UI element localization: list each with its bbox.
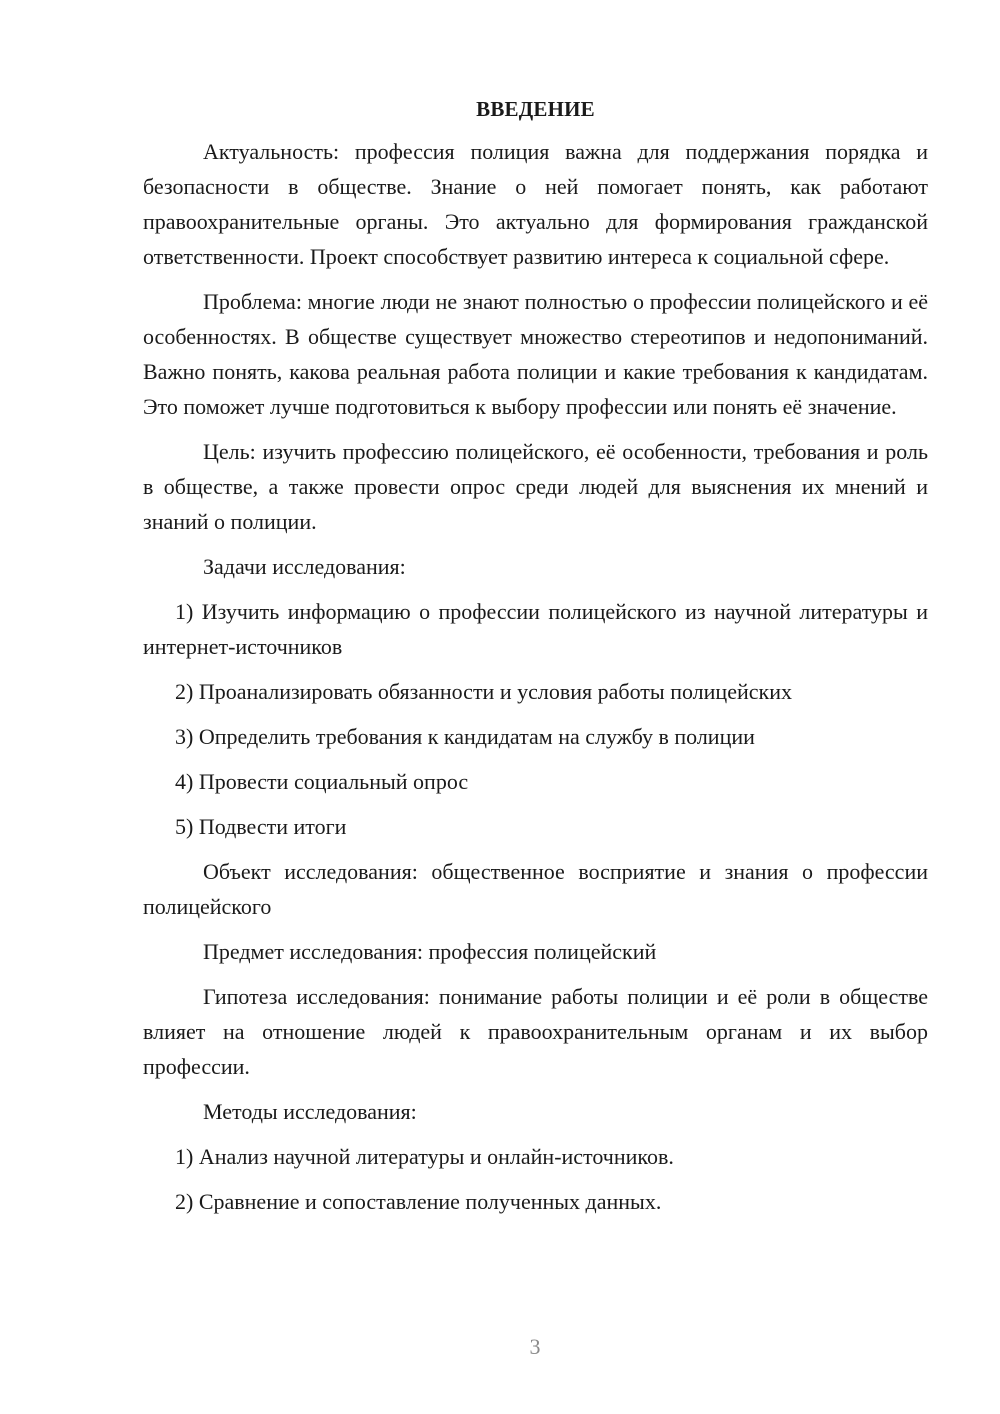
method-item-1: 1) Анализ научной литературы и онлайн-источников. xyxy=(175,1144,674,1169)
methods-heading: Методы исследования: xyxy=(203,1099,417,1124)
tasks-heading: Задачи исследования: xyxy=(203,554,406,579)
method-item-2: 2) Сравнение и сопоставление полученных данных. xyxy=(175,1189,662,1214)
object-paragraph: Объект исследования: общественное восприятие и знания о профессии полицейского xyxy=(143,859,928,919)
task-item-1: 1) Изучить информацию о профессии полицейского из научной литературы и интернет-источников xyxy=(143,599,928,659)
document-body xyxy=(143,94,928,1229)
hypothesis-paragraph: Гипотеза исследования: понимание работы полиции и её роли в обществе влияет на отношение людей к правоохранительным органам и их выбор профессии. xyxy=(143,984,928,1079)
page-number: 3 xyxy=(529,1334,541,1359)
problem-paragraph: Проблема: многие люди не знают полностью о профессии полицейского и её особенностях. В обществе существует множество стереотипов и недопониманий. Важно понять, какова реальная работа полиции и какие требования к кандидатам. Это поможет лучше подготовиться к выбору профессии или понять её значение. xyxy=(143,289,928,419)
section-title: ВВЕДЕНИЕ xyxy=(476,97,595,121)
subject-paragraph: Предмет исследования: профессия полицейский xyxy=(203,939,657,964)
relevance-paragraph: Актуальность: профессия полиция важна для поддержания порядка и безопасности в обществе. Знание о ней помогает понять, как работают правоохранительные органы. Это актуально для формирования гражданской ответственности. Проект способствует развитию интереса к социальной сфере. xyxy=(143,139,928,269)
goal-paragraph: Цель: изучить профессию полицейского, её особенности, требования и роль в обществе, а также провести опрос среди людей для выяснения их мнений и знаний о полиции. xyxy=(143,439,928,534)
task-item-3: 3) Определить требования к кандидатам на службу в полиции xyxy=(175,724,755,749)
task-item-2: 2) Проанализировать обязанности и условия работы полицейских xyxy=(175,679,792,704)
task-item-4: 4) Провести социальный опрос xyxy=(175,769,469,794)
task-item-5: 5) Подвести итоги xyxy=(175,814,347,839)
